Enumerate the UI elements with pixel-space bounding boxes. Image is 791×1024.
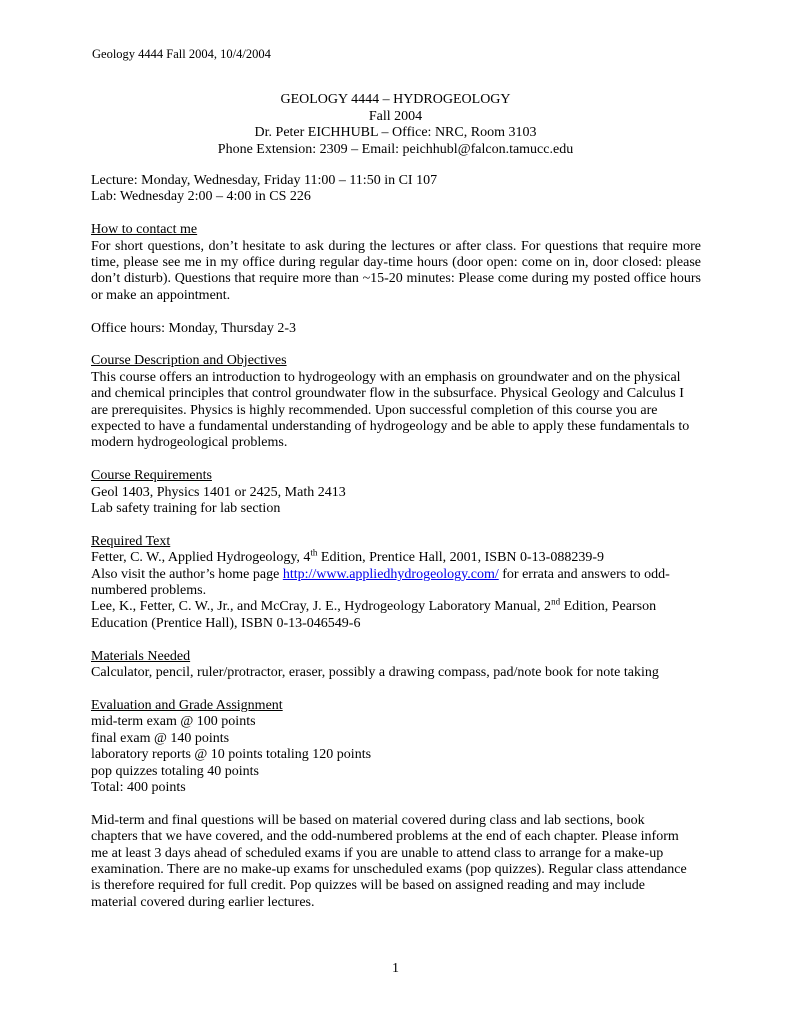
description-line: are prerequisites. Physics is highly recommended. Upon successful completion of this course you are [91,402,658,418]
course-title: GEOLOGY 4444 – HYDROGEOLOGY [280,92,511,107]
evaluation-total: Total: 400 points [91,779,186,795]
required-text-heading: Required Text [91,533,171,549]
course-term: Fall 2004 [368,108,423,124]
author-homepage-line: Also visit the author’s home page http://www.appliedhydrogeology.com/ for errata and answers to odd- [91,566,670,582]
requirements-line: Lab safety training for lab section [91,501,281,517]
description-line: and chemical principles that control groundwater flow in the subsurface. Physical Geology and Calculus I [91,386,684,402]
page-number: 1 [392,961,399,976]
exam-policy-line: chapters that we have covered, and the odd-numbered problems at the end of each chapter. Please inform [91,829,679,845]
requirements-line: Geol 1403, Physics 1401 or 2425, Math 2413 [91,484,346,500]
author-homepage-link[interactable]: http://www.appliedhydrogeology.com/ [282,566,499,582]
contact-heading: How to contact me [91,222,198,238]
author-homepage-line-cont: numbered problems. [91,583,207,599]
lab-manual-citation: Lee, K., Fetter, C. W., Jr., and McCray, J. E., Hydrogeology Laboratory Manual, 2nd Edition, Pearson [91,596,657,615]
textbook-citation: Fetter, C. W., Applied Hydrogeology, 4th Edition, Prentice Hall, 2001, ISBN 0-13-088239-9 [91,547,604,566]
exam-policy-line: examination. There are no make-up exams for unscheduled exams (pop quizzes). Regular class attendance [91,861,687,877]
evaluation-item: pop quizzes totaling 40 points [91,763,259,779]
office-hours: Office hours: Monday, Thursday 2-3 [91,320,297,336]
contact-line: Phone Extension: 2309 – Email: peichhubl@falcon.tamucc.edu [217,141,574,157]
exam-policy-line: me at least 3 days ahead of scheduled exams if you are unable to attend class to arrange for a make-up [91,845,664,861]
document-body [91,173,701,911]
evaluation-item: mid-term exam @ 100 points [91,714,256,730]
requirements-heading: Course Requirements [91,468,212,484]
exam-policy-line: Mid-term and final questions will be based on material covered during class and lab sections, book [91,812,645,828]
evaluation-heading: Evaluation and Grade Assignment [91,697,283,713]
description-line: This course offers an introduction to hydrogeology with an emphasis on groundwater and on the physical [91,369,681,385]
title-block [0,92,791,158]
evaluation-item: final exam @ 140 points [91,730,230,746]
contact-paragraph: For short questions, don’t hesitate to ask during the lectures or after class. For questions that require more time, please see me in my office during regular day-time hours (door open: come on in, door closed: please don’t disturb). Questions that require more than ~15-20 minutes: Please come during my posted office hours or make an appointment. [91,238,701,303]
exam-policy-line: is therefore required for full credit. Pop quizzes will be based on assigned reading and may include [91,878,645,894]
exam-policy-line: material covered during earlier lectures. [91,894,315,910]
running-header: Geology 4444 Fall 2004, 10/4/2004 [92,47,271,61]
lecture-line: Lecture: Monday, Wednesday, Friday 11:00 – 11:50 in CI 107 [91,173,438,188]
description-heading: Course Description and Objectives [91,353,287,369]
evaluation-item: laboratory reports @ 10 points totaling 120 points [91,747,372,763]
description-line: expected to have a fundamental understanding of hydrogeology and be able to apply these fundamentals to [91,419,690,435]
lab-line: Lab: Wednesday 2:00 – 4:00 in CS 226 [91,189,311,205]
description-line: modern hydrogeological problems. [91,435,288,451]
materials-heading: Materials Needed [91,648,191,664]
instructor-line: Dr. Peter EICHHUBL – Office: NRC, Room 3103 [254,125,537,141]
lab-manual-citation-cont: Education (Prentice Hall), ISBN 0-13-046549-6 [91,615,361,631]
materials-text: Calculator, pencil, ruler/protractor, eraser, possibly a drawing compass, pad/note book for note taking [91,665,659,681]
